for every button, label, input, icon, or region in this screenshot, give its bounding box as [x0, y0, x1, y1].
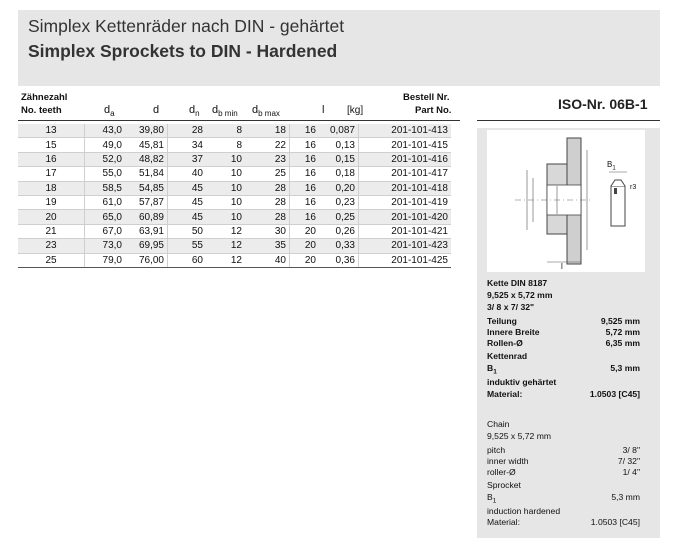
spec-en-material-value: 1.0503 [C45] [590, 517, 640, 527]
table-row [18, 253, 451, 267]
col-teeth-en: No. teeth [21, 105, 62, 116]
cell-pn: 201-101-415 [359, 138, 452, 152]
cell-z: 23 [18, 239, 85, 253]
cell-kg: 0,36 [319, 253, 359, 267]
spec-en-pitch-label: pitch [487, 445, 506, 455]
cell-dbmax: 40 [245, 253, 290, 267]
cell-d: 48,82 [125, 152, 168, 166]
drawing-label-l: l [561, 262, 563, 271]
cell-l: 16 [290, 195, 320, 209]
cell-d: 54,85 [125, 181, 168, 195]
cell-kg: 0,33 [319, 239, 359, 253]
cell-pn: 201-101-425 [359, 253, 452, 267]
cell-da: 65,0 [85, 210, 126, 224]
spec-en-chain: Chain [487, 419, 510, 429]
cell-d: 60,89 [125, 210, 168, 224]
sprocket-table [18, 124, 451, 268]
cell-dbmax: 18 [245, 124, 290, 138]
cell-l: 20 [290, 239, 320, 253]
header-divider [18, 120, 460, 121]
cell-z: 20 [18, 210, 85, 224]
table-row [18, 210, 451, 224]
cell-dn: 60 [168, 253, 207, 267]
cell-da: 67,0 [85, 224, 126, 238]
spec-de-b1-value: 5,3 mm [610, 363, 640, 373]
cell-dbmin: 10 [206, 152, 245, 166]
table-row [18, 124, 451, 138]
cell-dbmax: 23 [245, 152, 290, 166]
cell-l: 16 [290, 152, 320, 166]
col-d: d [153, 104, 160, 116]
title-english: Simplex Sprockets to DIN - Hardened [28, 41, 338, 61]
cell-l: 16 [290, 210, 320, 224]
cell-z: 21 [18, 224, 85, 238]
cell-kg: 0,18 [319, 167, 359, 181]
cell-kg: 0,23 [319, 195, 359, 209]
cell-l: 20 [290, 253, 320, 267]
spec-en-roller-value: 1/ 4" [622, 467, 640, 477]
cell-dbmax: 35 [245, 239, 290, 253]
cell-z: 19 [18, 195, 85, 209]
cell-dbmin: 10 [206, 210, 245, 224]
cell-da: 61,0 [85, 195, 126, 209]
iso-divider [477, 120, 660, 121]
cell-l: 16 [290, 124, 320, 138]
spec-de-roller-value: 6,35 mm [605, 338, 640, 348]
cell-pn: 201-101-421 [359, 224, 452, 238]
cell-pn: 201-101-418 [359, 181, 452, 195]
title-band [18, 10, 660, 86]
drawing-label-r3: r3 [630, 184, 637, 191]
col-dbmin: $d_{b min}$ [212, 104, 238, 119]
cell-dn: 28 [168, 124, 207, 138]
cell-dn: 50 [168, 224, 207, 238]
spec-de-sprocket: Kettenrad [487, 351, 528, 361]
spec-de-size2: 3/ 8 x 7/ 32" [487, 302, 535, 312]
spec-de-material-label: Material: [487, 389, 523, 399]
spec-en-size: 9,525 x 5,72 mm [487, 431, 552, 441]
drawing-label-b1: $B_1$ [607, 160, 616, 172]
table-row [18, 152, 451, 166]
col-l: l [322, 104, 325, 116]
spec-de-size1: 9,525 x 5,72 mm [487, 290, 553, 300]
cell-pn: 201-101-416 [359, 152, 452, 166]
spec-de-pitch-value: 9,525 mm [600, 316, 640, 326]
spec-en-width-value: 7/ 32" [617, 456, 640, 466]
spec-en-b1-label: $B_1$ [487, 492, 497, 505]
cell-pn: 201-101-419 [359, 195, 452, 209]
spec-en-roller-label: roller-Ø [487, 467, 516, 477]
cell-d: 45,81 [125, 138, 168, 152]
cell-kg: 0,087 [319, 124, 359, 138]
spec-en-material-label: Material: [487, 517, 520, 527]
cell-dbmin: 10 [206, 195, 245, 209]
cell-d: 51,84 [125, 167, 168, 181]
col-da: $d_a$ [104, 104, 115, 119]
cell-pn: 201-101-417 [359, 167, 452, 181]
table-row [18, 138, 451, 152]
cell-pn: 201-101-423 [359, 239, 452, 253]
cell-dn: 40 [168, 167, 207, 181]
cell-dn: 45 [168, 195, 207, 209]
cell-kg: 0,13 [319, 138, 359, 152]
table-row [18, 181, 451, 195]
cell-d: 63,91 [125, 224, 168, 238]
cell-kg: 0,25 [319, 210, 359, 224]
cell-l: 16 [290, 167, 320, 181]
spec-panel [477, 128, 660, 538]
cell-pn: 201-101-413 [359, 124, 452, 138]
cell-kg: 0,15 [319, 152, 359, 166]
cell-z: 16 [18, 152, 85, 166]
cell-z: 25 [18, 253, 85, 267]
spec-en-b1-value: 5,3 mm [611, 492, 640, 502]
table-row [18, 195, 451, 209]
col-dbmax: $d_{b max}$ [252, 104, 280, 119]
cell-kg: 0,26 [319, 224, 359, 238]
cell-l: 16 [290, 138, 320, 152]
sprocket-drawing [487, 130, 645, 272]
cell-kg: 0,20 [319, 181, 359, 195]
cell-z: 18 [18, 181, 85, 195]
cell-dn: 55 [168, 239, 207, 253]
cell-dbmin: 12 [206, 239, 245, 253]
cell-da: 52,0 [85, 152, 126, 166]
cell-dbmax: 28 [245, 210, 290, 224]
cell-dn: 45 [168, 181, 207, 195]
spec-en-sprocket: Sprocket [487, 480, 521, 490]
cell-dbmax: 28 [245, 181, 290, 195]
cell-d: 69,95 [125, 239, 168, 253]
spec-de-width-value: 5,72 mm [605, 327, 640, 337]
cell-d: 76,00 [125, 253, 168, 267]
cell-l: 20 [290, 224, 320, 238]
cell-d: 57,87 [125, 195, 168, 209]
col-part-en: Part No. [415, 105, 452, 116]
spec-de-material-value: 1.0503 [C45] [589, 389, 640, 399]
iso-number: ISO-Nr. 06B-1 [558, 96, 648, 112]
cell-z: 17 [18, 167, 85, 181]
table-row [18, 239, 451, 253]
cell-z: 15 [18, 138, 85, 152]
spec-en-pitch-value: 3/ 8" [622, 445, 640, 455]
col-kg: [kg] [347, 105, 364, 116]
cell-da: 73,0 [85, 239, 126, 253]
cell-z: 13 [18, 124, 85, 138]
spec-de-pitch-label: Teilung [487, 316, 517, 326]
spec-de-width-label: Innere Breite [487, 327, 540, 337]
cell-dbmax: 22 [245, 138, 290, 152]
cell-dbmin: 8 [206, 138, 245, 152]
cell-dbmax: 25 [245, 167, 290, 181]
col-part-de: Bestell Nr. [403, 92, 450, 103]
table-row [18, 167, 451, 181]
cell-d: 39,80 [125, 124, 168, 138]
cell-da: 49,0 [85, 138, 126, 152]
cell-dbmin: 10 [206, 167, 245, 181]
cell-dbmin: 10 [206, 181, 245, 195]
table-row [18, 224, 451, 238]
cell-da: 55,0 [85, 167, 126, 181]
cell-l: 16 [290, 181, 320, 195]
sprocket-diagram [487, 130, 645, 272]
cell-da: 79,0 [85, 253, 126, 267]
cell-da: 58,5 [85, 181, 126, 195]
title-german: Simplex Kettenräder nach DIN - gehärtet [28, 16, 345, 36]
spec-de-chain: Kette DIN 8187 [487, 278, 548, 288]
spec-de-hardened: induktiv gehärtet [487, 377, 557, 387]
spec-de-b1-label: $B_1$ [487, 363, 497, 376]
cell-dn: 37 [168, 152, 207, 166]
spec-en-width-label: inner width [487, 456, 529, 466]
col-teeth-de: Zähnezahl [21, 92, 68, 103]
cell-dbmin: 12 [206, 224, 245, 238]
cell-dn: 34 [168, 138, 207, 152]
cell-pn: 201-101-420 [359, 210, 452, 224]
cell-dbmax: 28 [245, 195, 290, 209]
cell-dbmax: 30 [245, 224, 290, 238]
spec-de-roller-label: Rollen-Ø [487, 338, 523, 348]
cell-dn: 45 [168, 210, 207, 224]
spec-en-hardened: induction hardened [487, 506, 561, 516]
cell-da: 43,0 [85, 124, 126, 138]
cell-dbmin: 8 [206, 124, 245, 138]
cell-dbmin: 12 [206, 253, 245, 267]
col-dn: $d_n$ [189, 104, 200, 119]
